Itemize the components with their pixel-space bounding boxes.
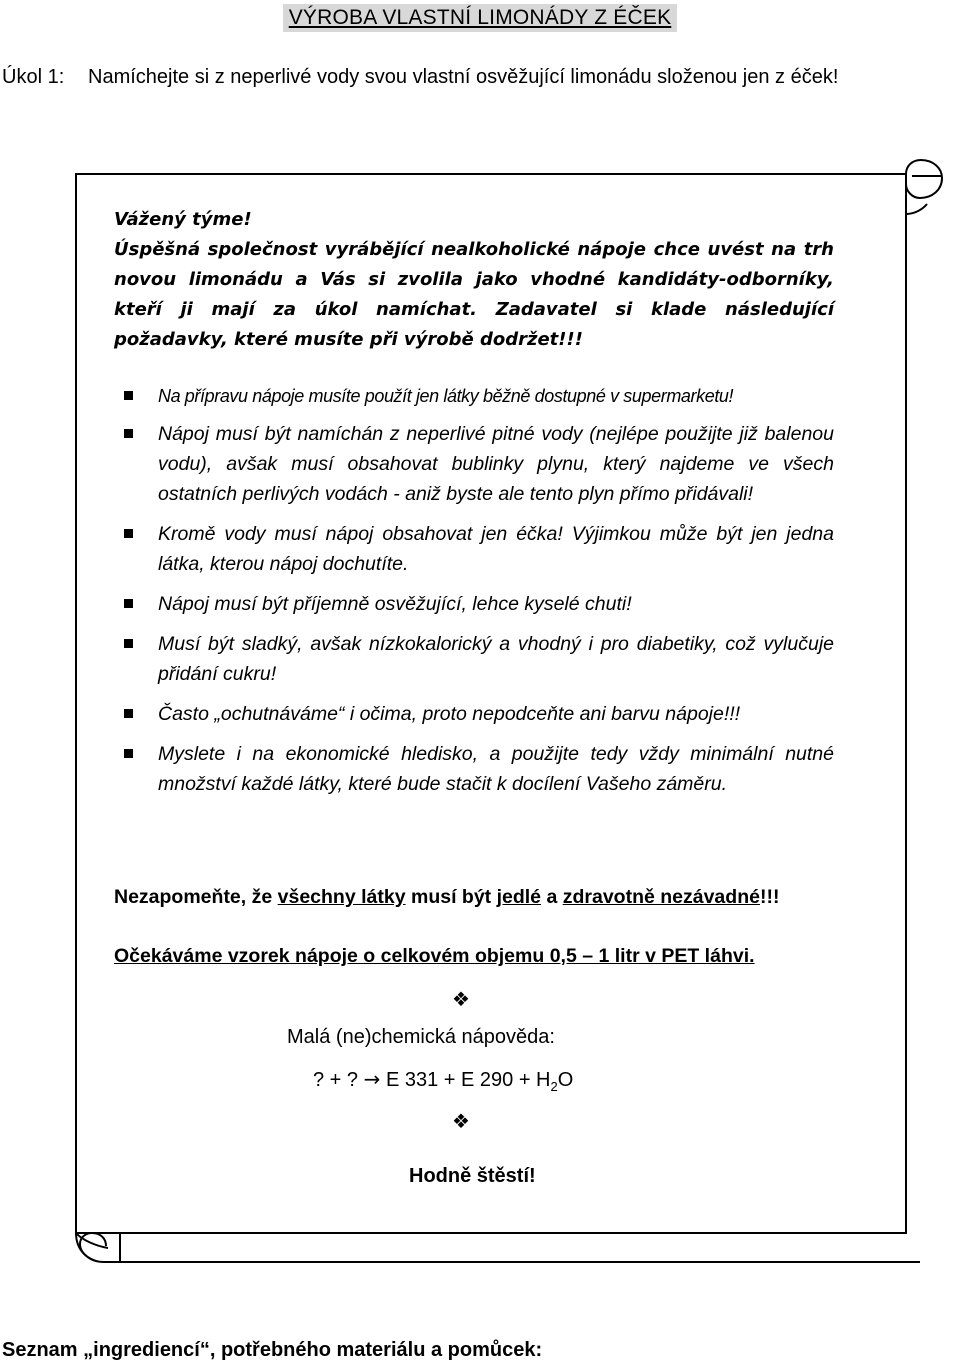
- rule-text: Nápoj musí být namíchán z neperlivé pitné vody (nejlépe použijte již balenou vodu), avšak musí obsahovat bublinky plynu, který najdeme ve všech ostatních perlivých vodách - aniž byste ale tento plyn přímo přidávali!: [158, 423, 834, 505]
- rule-text: Kromě vody musí nápoj obsahovat jen éčka! Výjimkou může být jen jedna látka, kterou nápoj dochutíte.: [158, 523, 834, 575]
- list-item: [114, 699, 834, 729]
- list-item: [114, 519, 834, 579]
- list-item: [114, 629, 834, 689]
- expectation-text: Očekáváme vzorek nápoje o celkovém objemu 0,5 – 1 litr v PET láhvi.: [114, 945, 755, 967]
- square-bullet-icon: [124, 429, 133, 438]
- rule-text: Často „ochutnáváme“ i očima, proto nepodceňte ani barvu nápoje!!!: [158, 703, 741, 725]
- rule-text: Nápoj musí být příjemně osvěžující, lehce kyselé chuti!: [158, 593, 632, 615]
- warning-text: [114, 886, 779, 909]
- warning-underlined: zdravotně nezávadné: [562, 886, 760, 908]
- square-bullet-icon: [124, 749, 133, 758]
- intro-paragraph: Úspěšná společnost vyrábějící nealkoholické nápoje chce uvést na trh novou limonádu a Vás si zvolila jako vhodné kandidáty-odborníky, kteří ji mají za úkol namíchat. Zadavatel si klade následující požadavky, které musíte při výrobě dodržet!!!: [114, 239, 834, 350]
- letter-content: [114, 205, 834, 809]
- scroll-top-curl: [906, 160, 942, 214]
- letter-intro: [114, 205, 834, 355]
- warning-part: Nezapomeňte, že: [114, 886, 278, 908]
- rule-text: Myslete i na ekonomické hledisko, a použijte tedy vždy minimální nutné množství každé látky, které bude stačit k docílení Vašeho záměru.: [158, 743, 834, 795]
- list-item: [114, 589, 834, 619]
- formula-reactants: ? + ?: [313, 1069, 359, 1091]
- task-text: Namíchejte si z neperlivé vody svou vlastní osvěžující limonádu složenou jen z éček!: [88, 66, 839, 88]
- scroll-bottom-curl: [76, 1233, 920, 1262]
- closing-text: Hodně štěstí!: [409, 1165, 536, 1187]
- formula-products: E 331 + E 290 + H: [385, 1069, 551, 1091]
- warning-part: musí být: [405, 886, 497, 908]
- rule-text: Musí být sladký, avšak nízkokalorický a vhodný i pro diabetiky, což vylučuje přidání cukru!: [158, 633, 834, 685]
- square-bullet-icon: [124, 639, 133, 648]
- square-bullet-icon: [124, 529, 133, 538]
- square-bullet-icon: [124, 599, 133, 608]
- formula-tail: O: [557, 1069, 574, 1091]
- diamond-ornament-icon: ❖: [452, 989, 470, 1011]
- list-item: [114, 419, 834, 509]
- list-item: [114, 739, 834, 799]
- rule-text: Na přípravu nápoje musíte použít jen látky běžně dostupné v supermarketu!: [158, 386, 734, 406]
- greeting: Vážený týme!: [114, 209, 252, 230]
- ingredients-heading: Seznam „ingrediencí“, potřebného materiálu a pomůcek:: [2, 1339, 543, 1361]
- hint-label: Malá (ne)chemická nápověda:: [287, 1026, 555, 1048]
- warning-underlined: všechny látky: [277, 886, 406, 908]
- list-item: [114, 381, 834, 411]
- square-bullet-icon: [124, 709, 133, 718]
- chemical-formula: [313, 1067, 573, 1094]
- requirements-list: [114, 381, 834, 799]
- arrow-icon: →: [363, 1067, 381, 1091]
- task-label: Úkol 1:: [2, 66, 65, 88]
- warning-part: !!!: [759, 886, 780, 908]
- formula-subscript: 2: [550, 1079, 558, 1094]
- square-bullet-icon: [124, 391, 133, 400]
- diamond-ornament-icon: ❖: [452, 1111, 470, 1133]
- warning-underlined: jedlé: [496, 886, 542, 908]
- page-title: VÝROBA VLASTNÍ LIMONÁDY Z ÉČEK: [283, 4, 678, 32]
- warning-part: a: [541, 886, 563, 908]
